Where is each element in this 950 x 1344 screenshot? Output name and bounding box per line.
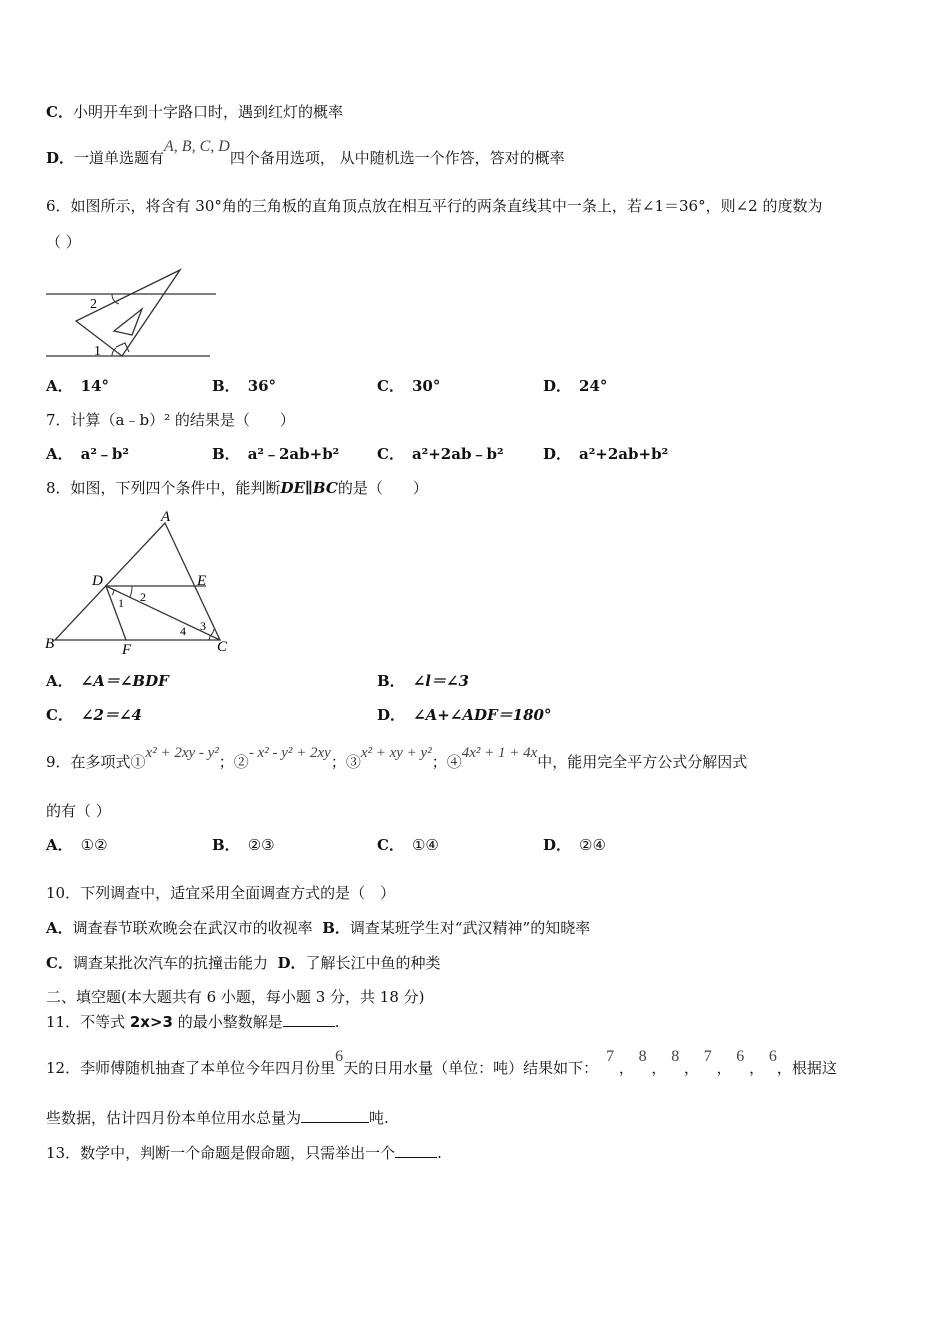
option-label: B． xyxy=(212,377,240,395)
stem-post: 的是（ ） xyxy=(337,479,428,497)
answer-blank[interactable] xyxy=(283,1012,335,1027)
q12-post: ，根据这 xyxy=(776,1059,837,1077)
polynomial-3: x² + xy + y² xyxy=(360,745,432,761)
q9-stem-2: 的有（ ） xyxy=(46,802,111,820)
option-text: 调查某班学生对“武汉精神”的知晓率 xyxy=(349,919,591,937)
option-label: C． xyxy=(377,445,404,463)
q7-option-b xyxy=(212,444,339,464)
q12-line-1: 12．李师傅随机抽查了本单位今年四月份里6天的日用水量（单位：吨）结果如下：7 ， 8 ， 8 ， 7 ， 6 ， 6，根据这 xyxy=(46,1048,837,1077)
option-label: A． xyxy=(46,836,73,854)
option-text: ∠2＝∠4 xyxy=(80,706,142,724)
option-label: B． xyxy=(212,445,240,463)
q13-end: . xyxy=(437,1144,442,1162)
right-angle-mark xyxy=(116,343,129,352)
option-text: ②③ xyxy=(247,836,275,854)
polynomial-4: 4x² + 1 + 4x xyxy=(461,745,538,761)
q9-option-b xyxy=(212,835,275,855)
q6-option-c xyxy=(377,376,440,396)
option-text: a²+2ab+b² xyxy=(579,445,669,463)
q11-inequality: 2x>3 xyxy=(129,1013,173,1031)
option-label: D． xyxy=(543,445,572,463)
angle2-arc xyxy=(130,586,132,597)
sep-2: ；② xyxy=(218,753,249,771)
q10-line-2 xyxy=(46,953,441,973)
option-label: B． xyxy=(377,672,405,690)
section-title: 二、填空题(本大题共有 6 小题，每小题 3 分，共 18 分) xyxy=(46,988,425,1006)
option-label: D． xyxy=(377,706,406,724)
q6-figure xyxy=(40,262,230,367)
angle3-arc xyxy=(210,629,214,636)
point-d: D xyxy=(92,573,103,589)
option-label: A． xyxy=(46,445,73,463)
option-label: C． xyxy=(46,103,73,121)
q10-line-1 xyxy=(46,918,590,938)
q12-mid: 天的日用水量（单位：吨）结果如下： xyxy=(343,1059,599,1077)
polynomial-2: - x² - y² + 2xy xyxy=(248,745,331,761)
sep-4: ；④ xyxy=(431,753,462,771)
option-text: ∠A+∠ADF＝180° xyxy=(413,706,552,724)
option-text: 调查春节联欢晚会在武汉市的收视率 xyxy=(72,919,313,937)
q6-stem: 6．如图所示，将含有 30°角的三角板的直角顶点放在相互平行的两条直线其中一条上，若∠1＝36°，则∠2 的度数为 xyxy=(46,197,823,215)
q7-stem: 7．计算（a﹣b）² 的结果是（ ） xyxy=(46,411,295,429)
option-text-post: 四个备用选项， 从中随机选一个作答，答对的概率 xyxy=(229,149,565,167)
stem-math: DE∥BC xyxy=(280,479,338,497)
polynomial-1: x² + 2xy - y² xyxy=(145,745,219,761)
q8-stem xyxy=(46,478,428,498)
option-text: 小明开车到十字路口时，遇到红灯的概率 xyxy=(72,103,343,121)
q12-line-2 xyxy=(46,1108,389,1128)
angle-label-1: 1 xyxy=(94,344,101,359)
q12-days: 6 xyxy=(335,1048,344,1065)
option-label: C． xyxy=(377,836,404,854)
q6-option-b xyxy=(212,376,276,396)
option-label: D． xyxy=(277,954,306,972)
q13 xyxy=(46,1143,442,1163)
point-f: F xyxy=(122,642,132,658)
option-label: D． xyxy=(543,836,572,854)
q12-value: 7 xyxy=(703,1048,712,1065)
option-text-pre: 一道单选题有 xyxy=(74,149,165,167)
option-label: B． xyxy=(212,836,240,854)
q8-figure xyxy=(40,505,250,660)
q9-option-d xyxy=(543,835,606,855)
q12-pre: 12．李师傅随机抽查了本单位今年四月份里 xyxy=(46,1059,336,1077)
option-label: D． xyxy=(46,149,75,167)
q12-line2-pre: 些数据，估计四月份本单位用水总量为 xyxy=(46,1109,302,1127)
q8-option-d xyxy=(377,705,551,725)
q6-stem-paren: （ ） xyxy=(46,233,81,251)
q11-end: . xyxy=(334,1013,340,1031)
q5-option-d xyxy=(46,138,565,169)
option-label: B． xyxy=(322,919,350,937)
point-c: C xyxy=(217,639,228,655)
option-text: 调查某批次汽车的抗撞击能力 xyxy=(72,954,268,972)
q9-option-c xyxy=(377,835,439,855)
q12-value: 6 xyxy=(768,1048,777,1065)
option-text: ②④ xyxy=(579,836,606,854)
option-label: D． xyxy=(543,377,572,395)
angle-label-2: 2 xyxy=(90,297,97,312)
q8-option-b xyxy=(377,671,469,691)
q7-option-c xyxy=(377,444,504,464)
q8-option-a xyxy=(46,671,169,691)
q12-value: 7 xyxy=(606,1048,615,1065)
q5-option-c xyxy=(46,102,343,122)
q11 xyxy=(46,1012,340,1032)
angle-label-3: 3 xyxy=(200,619,206,633)
q11-post: 的最小整数解是 xyxy=(172,1013,283,1031)
q10-stem: 10．下列调查中，适宜采用全面调查方式的是（ ） xyxy=(46,884,396,902)
q6-option-a xyxy=(46,376,109,396)
point-b: B xyxy=(45,636,55,652)
option-text: ∠l＝∠3 xyxy=(412,672,469,690)
option-text: 24° xyxy=(579,377,608,395)
q11-pre: 11．不等式 xyxy=(46,1013,130,1031)
q8-option-c xyxy=(46,705,142,725)
option-text: ①② xyxy=(80,836,108,854)
point-e: E xyxy=(197,573,207,589)
q9-stem xyxy=(46,745,748,773)
option-text: ∠A＝∠BDF xyxy=(80,672,169,690)
option-text: 14° xyxy=(80,377,110,395)
option-text: 30° xyxy=(411,377,441,395)
option-text: a²﹣b² xyxy=(80,445,129,463)
option-label: C． xyxy=(377,377,404,395)
point-a: A xyxy=(161,509,171,525)
angle-label-2: 2 xyxy=(140,590,146,604)
option-text: ①④ xyxy=(411,836,439,854)
stem-pre: 9．在多项式① xyxy=(46,753,146,771)
option-label: C． xyxy=(46,706,73,724)
angle-label-4: 4 xyxy=(180,624,186,638)
stem-pre: 8．如图，下列四个条件中，能判断 xyxy=(46,479,281,497)
option-label: A． xyxy=(46,672,73,690)
option-label: A． xyxy=(46,377,73,395)
answer-blank[interactable] xyxy=(395,1143,437,1158)
triangle-abc xyxy=(55,523,220,640)
options-math: A, B, C, D xyxy=(164,138,230,155)
option-text: 36° xyxy=(247,377,277,395)
q7-option-a xyxy=(46,444,129,464)
q13-text: 13．数学中，判断一个命题是假命题，只需举出一个 xyxy=(46,1144,396,1162)
sep-3: ；③ xyxy=(330,753,361,771)
option-text: a²﹣2ab+b² xyxy=(247,445,340,463)
stem-post: 中，能用完全平方公式分解因式 xyxy=(537,753,748,771)
option-label: A． xyxy=(46,919,73,937)
angle-label-1: 1 xyxy=(118,596,124,610)
q12-value: 8 xyxy=(671,1048,680,1065)
q9-option-a xyxy=(46,835,108,855)
q12-value: 8 xyxy=(638,1048,647,1065)
set-square-inner xyxy=(114,309,142,335)
q7-option-d xyxy=(543,444,668,464)
option-label: C． xyxy=(46,954,73,972)
q12-value: 6 xyxy=(736,1048,745,1065)
option-text: a²+2ab﹣b² xyxy=(411,445,504,463)
q6-option-d xyxy=(543,376,607,396)
option-text: 了解长江中鱼的种类 xyxy=(305,954,441,972)
answer-blank[interactable] xyxy=(301,1108,369,1123)
set-square-outer xyxy=(76,270,180,356)
q12-line2-post: 吨. xyxy=(369,1109,389,1127)
